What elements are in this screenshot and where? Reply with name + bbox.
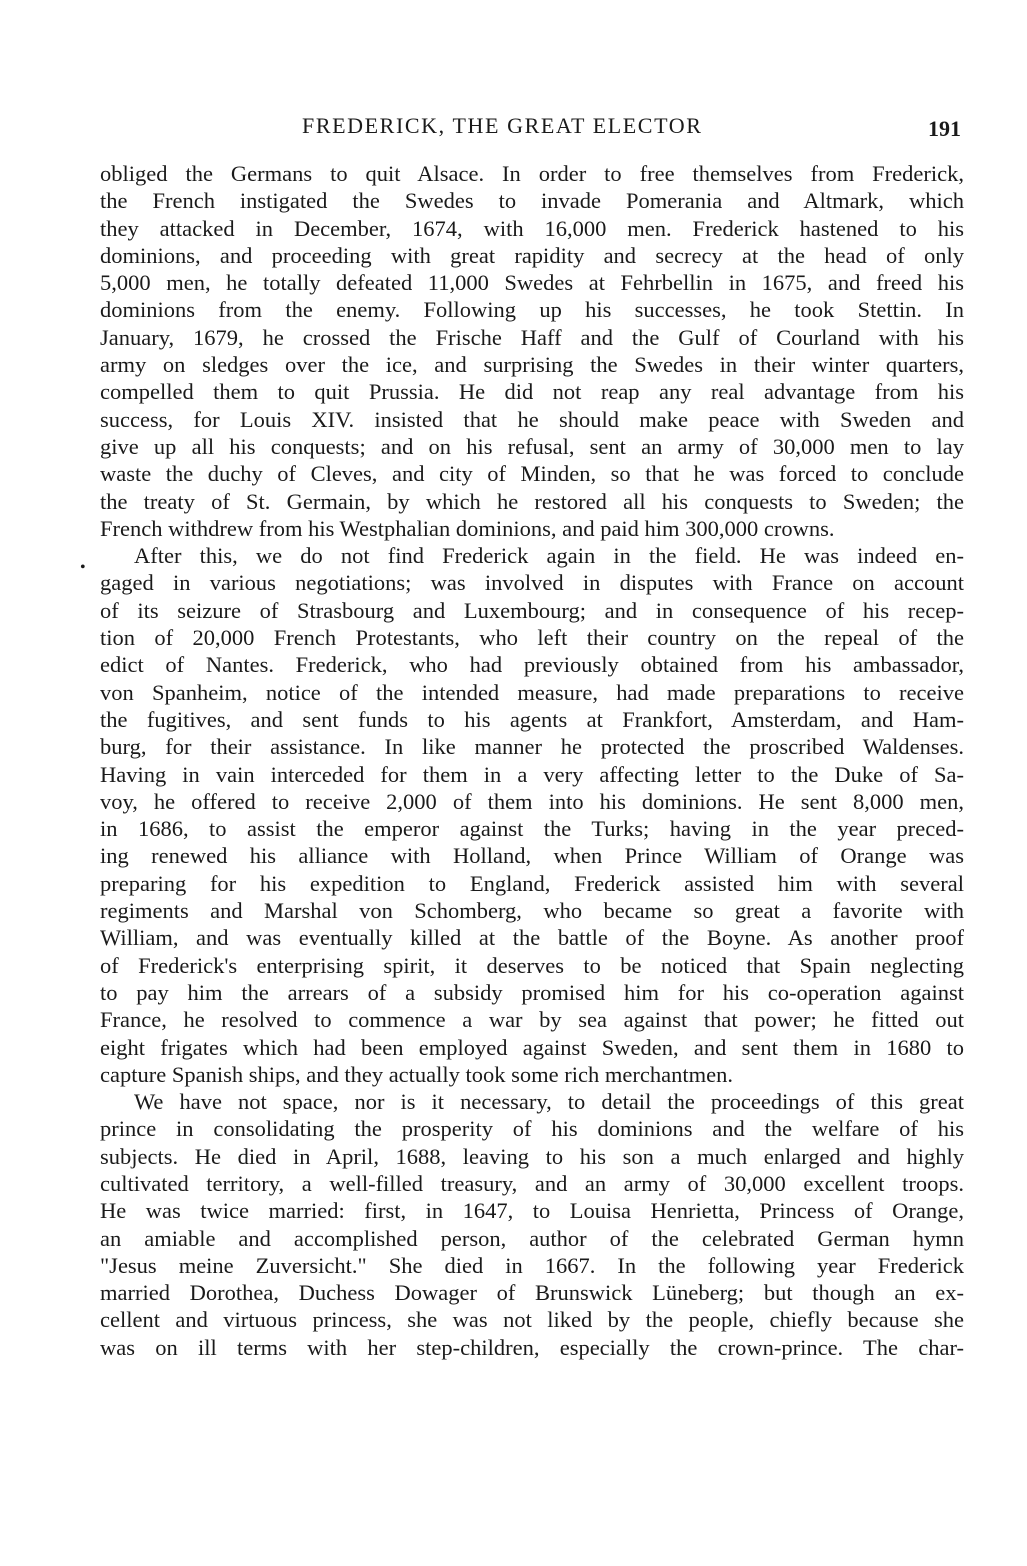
text-line: preparing for his expedition to England, Frederick assisted him with several	[100, 870, 964, 896]
text-line: capture Spanish ships, and they actually took some rich merchantmen.	[100, 1061, 733, 1087]
text-line: William, and was eventually killed at the battle of the Boyne. As another proof	[100, 925, 964, 951]
text-line: edict of Nantes. Frederick, who had previously obtained from his ambassador,	[100, 652, 964, 678]
text-line: regiments and Marshal von Schomberg, who became so great a favorite with	[100, 898, 964, 924]
text-line: cellent and virtuous princess, she was not liked by the people, chiefly because she	[100, 1307, 964, 1333]
text-line: gaged in various negotiations; was involved in disputes with France on account	[100, 570, 964, 596]
margin-mark: •	[80, 559, 86, 576]
text-line: dominions, and proceeding with great rapidity and secrecy at the head of only	[100, 242, 964, 268]
text-line: give up all his conquests; and on his refusal, sent an army of 30,000 men to lay	[100, 433, 964, 459]
text-line: France, he resolved to commence a war by sea against that power; he fitted out	[100, 1007, 964, 1033]
text-line: in 1686, to assist the emperor against the Turks; having in the year preced-	[100, 816, 964, 842]
text-line: ing renewed his alliance with Holland, when Prince William of Orange was	[100, 843, 964, 869]
text-line: success, for Louis XIV. insisted that he should make peace with Sweden and	[100, 406, 964, 432]
text-line: tion of 20,000 French Protestants, who left their country on the repeal of the	[100, 625, 964, 651]
text-line: He was twice married: first, in 1647, to Louisa Henrietta, Princess of Orange,	[100, 1198, 964, 1224]
text-line: 5,000 men, he totally defeated 11,000 Swedes at Fehrbellin in 1675, and freed his	[100, 270, 964, 296]
text-line: waste the duchy of Cleves, and city of Minden, so that he was forced to conclude	[100, 461, 964, 487]
text-line: obliged the Germans to quit Alsace. In order to free themselves from Frederick,	[100, 161, 964, 186]
running-head	[0, 113, 1027, 143]
text-line: of its seizure of Strasbourg and Luxembourg; and in consequence of his recep-	[100, 597, 964, 623]
text-line: prince in consolidating the prosperity of his dominions and the welfare of his	[100, 1116, 964, 1142]
text-line: they attacked in December, 1674, with 16,000 men. Frederick hastened to his	[100, 215, 964, 241]
text-line: Having in vain interceded for them in a very affecting letter to the Duke of Sa-	[100, 761, 964, 787]
text-line: von Spanheim, notice of the intended measure, had made preparations to receive	[100, 679, 964, 705]
paragraph	[100, 1088, 964, 1361]
text-line: We have not space, nor is it necessary, to detail the proceedings of this great	[134, 1089, 964, 1115]
text-line: compelled them to quit Prussia. He did not reap any real advantage from his	[100, 379, 964, 405]
text-line: the fugitives, and sent funds to his agents at Frankfort, Amsterdam, and Ham-	[100, 706, 964, 732]
text-line: cultivated territory, a well-filled treasury, and an army of 30,000 excellent troops.	[100, 1170, 964, 1196]
text-line: of Frederick's enterprising spirit, it deserves to be noticed that Spain neglecting	[100, 952, 964, 978]
text-line: an amiable and accomplished person, author of the celebrated German hymn	[100, 1225, 964, 1251]
paragraph	[100, 542, 964, 1088]
text-line: French withdrew from his Westphalian dominions, and paid him 300,000 crowns.	[100, 515, 835, 541]
text-line: army on sledges over the ice, and surprising the Swedes in their winter quarters,	[100, 352, 964, 378]
paragraph	[100, 160, 964, 542]
text-line: "Jesus meine Zuversicht." She died in 1667. In the following year Frederick	[100, 1252, 964, 1278]
text-line: eight frigates which had been employed against Sweden, and sent them in 1680 to	[100, 1034, 964, 1060]
text-line: married Dorothea, Duchess Dowager of Brunswick Lüneberg; but though an ex-	[100, 1280, 964, 1306]
text-line: was on ill terms with her step-children, especially the crown-prince. The char-	[100, 1334, 964, 1360]
text-line: voy, he offered to receive 2,000 of them into his dominions. He sent 8,000 men,	[100, 788, 964, 814]
text-line: to pay him the arrears of a subsidy promised him for his co-operation against	[100, 979, 964, 1005]
body-text	[100, 160, 964, 1361]
text-line: dominions from the enemy. Following up his successes, he took Stettin. In	[100, 297, 964, 323]
text-line: After this, we do not find Frederick again in the field. He was indeed en-	[134, 543, 964, 569]
text-line: subjects. He died in April, 1688, leaving to his son a much enlarged and highly	[100, 1143, 964, 1169]
running-title: FREDERICK, THE GREAT ELECTOR	[302, 113, 703, 138]
text-line: burg, for their assistance. In like manner he protected the proscribed Waldenses.	[100, 734, 964, 760]
text-line: the treaty of St. Germain, by which he restored all his conquests to Sweden; the	[100, 488, 964, 514]
text-line: the French instigated the Swedes to invade Pomerania and Altmark, which	[100, 188, 964, 214]
page-number: 191	[928, 116, 961, 141]
text-line: January, 1679, he crossed the Frische Haff and the Gulf of Courland with his	[100, 324, 964, 350]
